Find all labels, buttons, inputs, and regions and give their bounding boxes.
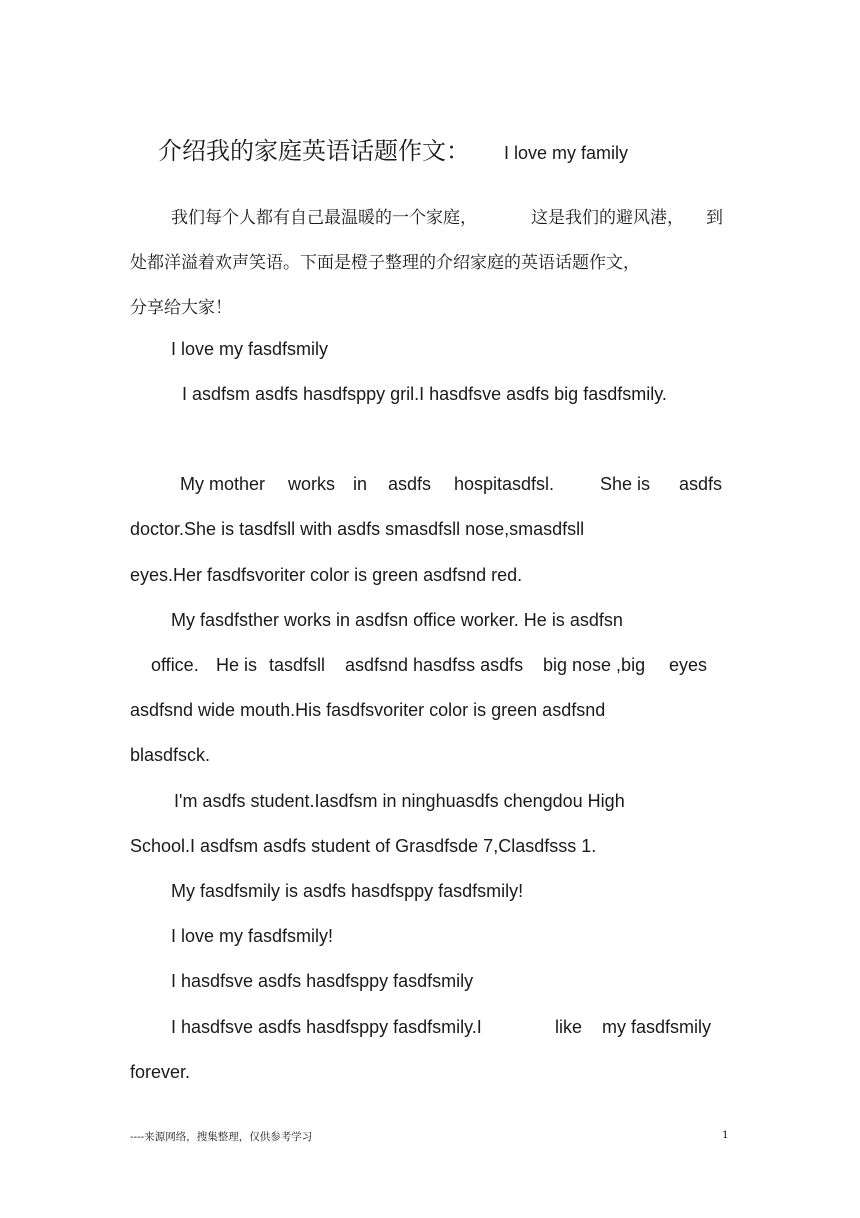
paragraph-2-line-1-word: asdfs	[679, 474, 723, 494]
paragraph-1: I asdfsm asdfs hasdfsppy gril.I hasdfsve asdfs big fasdfsmily.	[182, 384, 667, 404]
paragraph-3-line-2-word: big nose ,big	[543, 655, 646, 675]
paragraph-3-line-2-word: tasdfsll	[269, 655, 326, 675]
paragraph-3-line-4: blasdfsck.	[130, 745, 211, 765]
intro-line-2: 处都洋溢着欢声笑语。下面是橙子整理的介绍家庭的英语话题作文，	[130, 253, 640, 273]
paragraph-3-line-1: My fasdfsther works in asdfsn office worker. He is asdfsn	[171, 610, 623, 630]
intro-line-1c: 到	[706, 208, 723, 228]
paragraph-3-line-2-word: office.	[151, 655, 199, 675]
intro-line-1a: 我们每个人都有自己最温暖的一个家庭，	[171, 208, 477, 228]
paragraph-2-line-1-word: hospitasdfsl.	[454, 474, 555, 494]
paragraph-3-line-2-word: He is	[216, 655, 258, 675]
paragraph-6: I love my fasdfsmily!	[171, 926, 334, 946]
paragraph-8-line-1-word: my fasdfsmily	[602, 1017, 712, 1037]
paragraph-2-line-1-word: My mother	[180, 474, 266, 494]
paragraph-2-line-1-word: She is	[600, 474, 651, 494]
paragraph-7: I hasdfsve asdfs hasdfsppy fasdfsmily	[171, 971, 474, 991]
paragraph-8-line-2: forever.	[130, 1062, 191, 1082]
paragraph-2-line-1-word: in	[353, 474, 368, 494]
paragraph-3-line-2-word: asdfsnd hasdfss asdfs	[345, 655, 524, 675]
paragraph-2-line-3: eyes.Her fasdfsvoriter color is green asdfsnd red.	[130, 565, 523, 585]
paragraph-8-line-1-word: like	[555, 1017, 583, 1037]
essay-title: I love my fasdfsmily	[171, 339, 329, 359]
page-title	[158, 131, 628, 166]
page-number: 1	[722, 1129, 729, 1141]
paragraph-2-line-2: doctor.She is tasdfsll with asdfs smasdfsll nose,smasdfsll	[130, 519, 585, 539]
paragraph-8-line-1-word: I hasdfsve asdfs hasdfsppy fasdfsmily.I	[171, 1017, 482, 1037]
paragraph-4-line-2: School.I asdfsm asdfs student of Grasdfsde 7,Clasdfsss 1.	[130, 836, 597, 856]
intro-line-3: 分享给大家！	[130, 298, 232, 318]
paragraph-2-line-1-word: works	[288, 474, 336, 494]
paragraph-3-line-3: asdfsnd wide mouth.His fasdfsvoriter color is green asdfsnd	[130, 700, 606, 720]
title-english: I love my family	[504, 143, 629, 163]
paragraph-3-line-2-word: eyes	[669, 655, 708, 675]
intro-line-1b: 这是我们的避风港，	[531, 208, 684, 228]
paragraph-5: My fasdfsmily is asdfs hasdfsppy fasdfsmily!	[171, 881, 524, 901]
paragraph-2-line-1-word: asdfs	[388, 474, 432, 494]
footer-source-note: ----来源网络，搜集整理，仅供参考学习	[130, 1131, 313, 1143]
title-chinese: 介绍我的家庭英语话题作文：	[158, 137, 470, 165]
paragraph-4-line-1: I'm asdfs student.Iasdfsm in ninghuasdfs chengdou High	[174, 791, 625, 811]
